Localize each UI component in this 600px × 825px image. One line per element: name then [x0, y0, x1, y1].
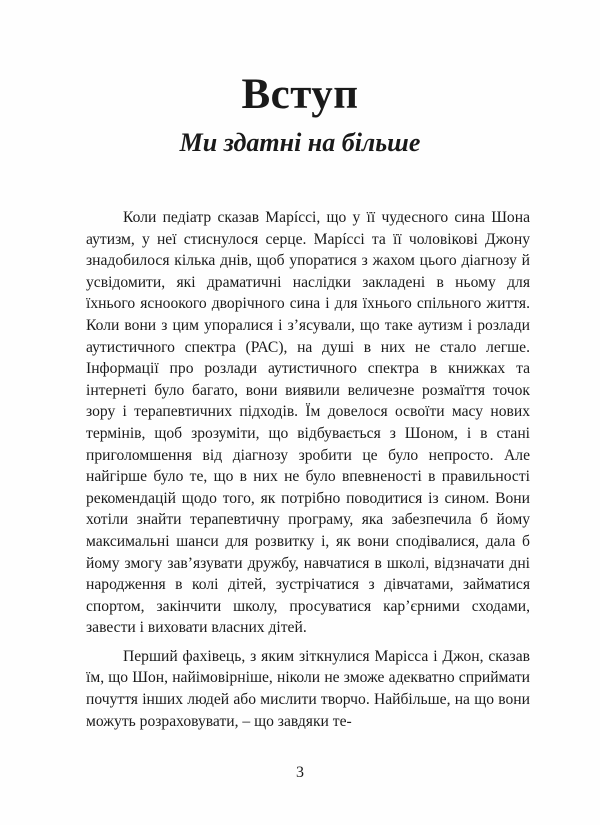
chapter-subtitle: Ми здатні на більше	[179, 128, 421, 157]
paragraph: Перший фахівець, з яким зіткнулися Марісса і Джон, сказав їм, що Шон, найімовірніше, ніколи не зможе адекватно сприймати почуття інших людей або мислити творчо. Найбільше, на що вони можуть розраховувати, – що завдяки те-	[86, 647, 530, 730]
chapter-body	[86, 207, 530, 732]
paragraph: Коли педіатр сказав Марíссі, що у її чудесного сина Шона аутизм, у неї стиснулося серце. Марíссі та її чоловікові Джону знадобилося кілька днів, щоб упоратися з жахом цього діагнозу й усвідомити, які драматичні наслідки закладені в ньому для їхнього ясноокого дворічного сина і для їхнього спільного життя. Коли вони з цим упоралися і з’ясували, що таке аутизм і розлади аутистичного спектра (РАС), на душі в них не стало легше. Інформації про розлади аутистичного спектра в книжках та інтернеті було багато, вони виявили величезне розмаїття точок зору і терапевтичних підходів. Їм довелося освоїти масу нових термінів, щоб зрозуміти, що відбувається з Шоном, і в стані приголомшення від діагнозу зробити це було непросто. Але найгірше було те, що в них не було впевненості в правильності рекомендацій щодо того, як потрібно поводитися із сином. Вони хотіли знайти терапевтичну програму, яка забезпечила б йому максимальні шанси для розвитку і, як вони сподівалися, дала б йому змогу зав’язувати дружбу, навчатися в школі, відзначати дні народження в колі дітей, зустрічатися з дівчатами, займатися спортом, закінчити школу, просуватися кар’єрними сходами, завести і виховати власних дітей.	[86, 209, 530, 637]
chapter-title: Вступ	[241, 71, 359, 118]
page-number: 3	[296, 764, 304, 781]
